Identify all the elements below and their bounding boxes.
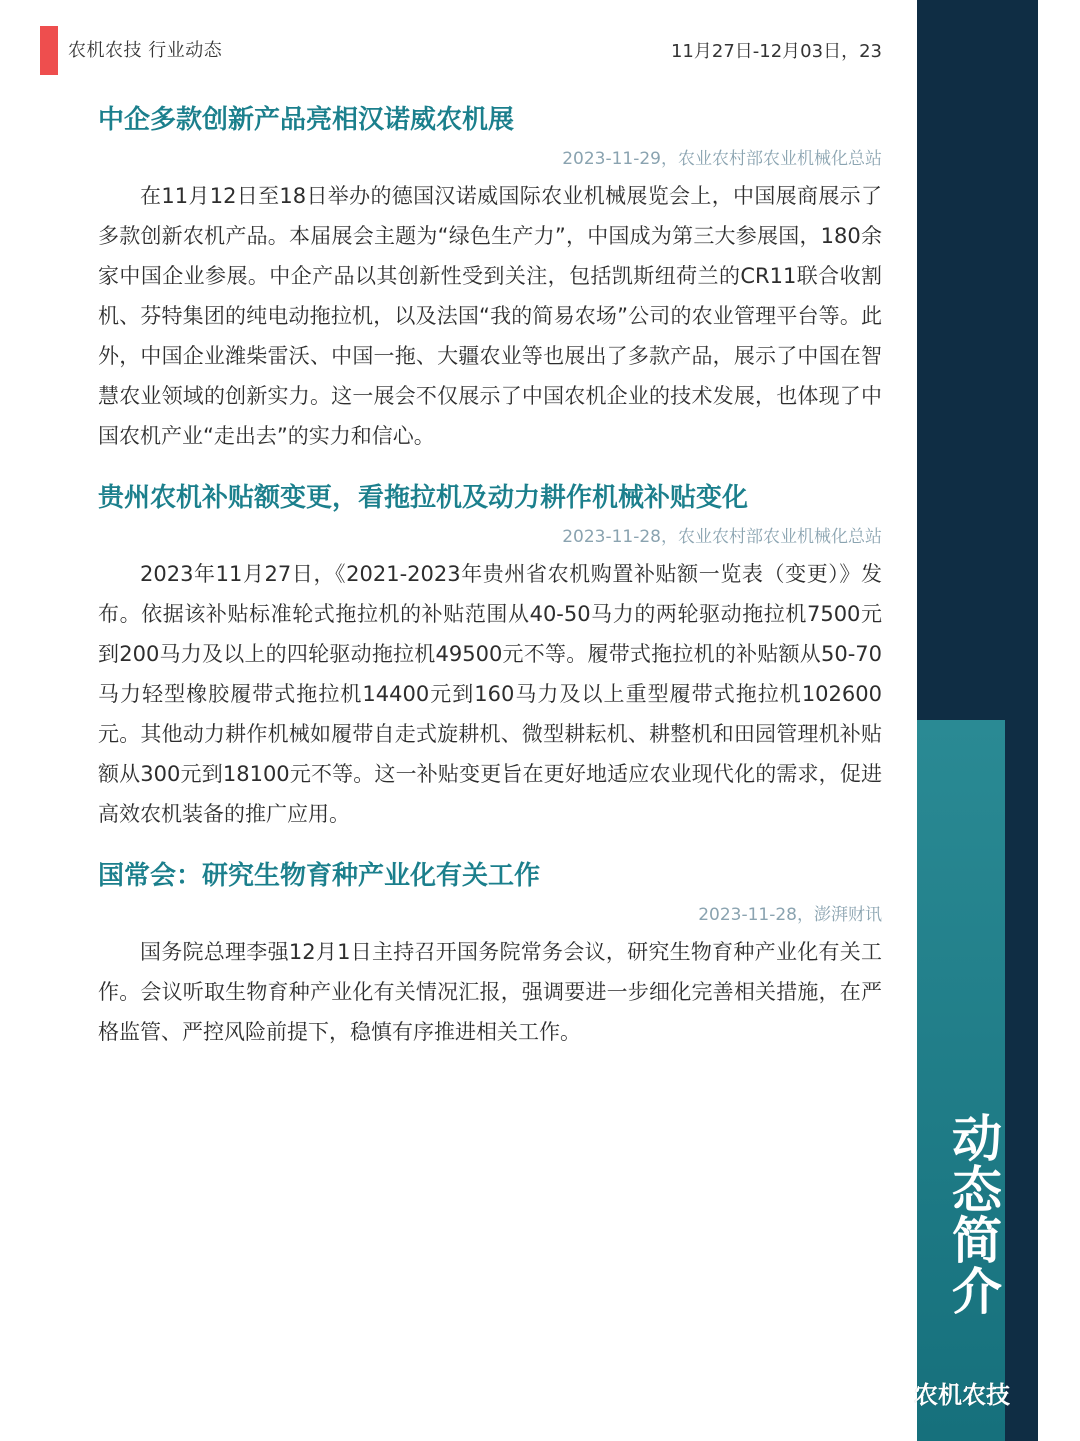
article-item — [98, 856, 882, 1052]
article-list — [98, 100, 882, 1074]
watermark-text: 农机农技 — [914, 1381, 1010, 1409]
article-meta: 2023-11-28，澎湃财讯 — [698, 905, 882, 925]
article-body: 在11月12日至18日举办的德国汉诺威国际农业机械展览会上，中国展商展示了多款创新农机产品。本届展会主题为“绿色生产力”，中国成为第三大参展国，180余家中国企业参展。中企产品以其创新性受到关注，包括凯斯纽荷兰的CR11联合收割机、芬特集团的纯电动拖拉机，以及法国“我的简易农场”公司的农业管理平台等。此外，中国企业潍柴雷沃、中国一拖、大疆农业等也展出了多款产品，展示了中国在智慧农业领域的创新实力。这一展会不仅展示了中国农机企业的技术发展，也体现了中国农机产业“走出去”的实力和信心。 — [98, 184, 882, 448]
article-meta: 2023-11-28，农业农村部农业机械化总站 — [562, 527, 882, 547]
article-title[interactable]: 贵州农机补贴额变更，看拖拉机及动力耕作机械补贴变化 — [98, 483, 749, 513]
wechat-icon — [868, 1380, 910, 1410]
header-accent-bar — [40, 26, 58, 75]
section-vertical-title: 动态简介 — [944, 1112, 1002, 1316]
article-item — [98, 100, 882, 456]
wechat-watermark — [868, 1378, 1010, 1412]
article-title[interactable]: 国常会：研究生物育种产业化有关工作 — [98, 861, 541, 891]
sidebar-teal-panel — [917, 720, 1005, 1441]
article-title[interactable]: 中企多款创新产品亮相汉诺威农机展 — [98, 105, 515, 135]
article-body: 国务院总理李强12月1日主持召开国务院常务会议，研究生物育种产业化有关工作。会议听取生物育种产业化有关情况汇报，强调要进一步细化完善相关措施，在严格监管、严控风险前提下，稳慎有序推进相关工作。 — [98, 940, 882, 1044]
article-meta: 2023-11-29，农业农村部农业机械化总站 — [562, 149, 882, 169]
header-brand: 农机农技 行业动态 — [68, 40, 223, 61]
header-date-range: 11月27日-12月03日，23 — [670, 41, 882, 62]
article-body: 2023年11月27日，《2021-2023年贵州省农机购置补贴额一览表（变更）》发布。依据该补贴标准轮式拖拉机的补贴范围从40-50马力的两轮驱动拖拉机7500元到200马力及以上的四轮驱动拖拉机49500元不等。履带式拖拉机的补贴额从50-70马力轻型橡胶履带式拖拉机14400元到160马力及以上重型履带式拖拉机102600元。其他动力耕作机械如履带自走式旋耕机、微型耕耘机、耕整机和田园管理机补贴额从300元到18100元不等。这一补贴变更旨在更好地适应农业现代化的需求，促进高效农机装备的推广应用。 — [98, 562, 882, 826]
article-item — [98, 478, 882, 834]
